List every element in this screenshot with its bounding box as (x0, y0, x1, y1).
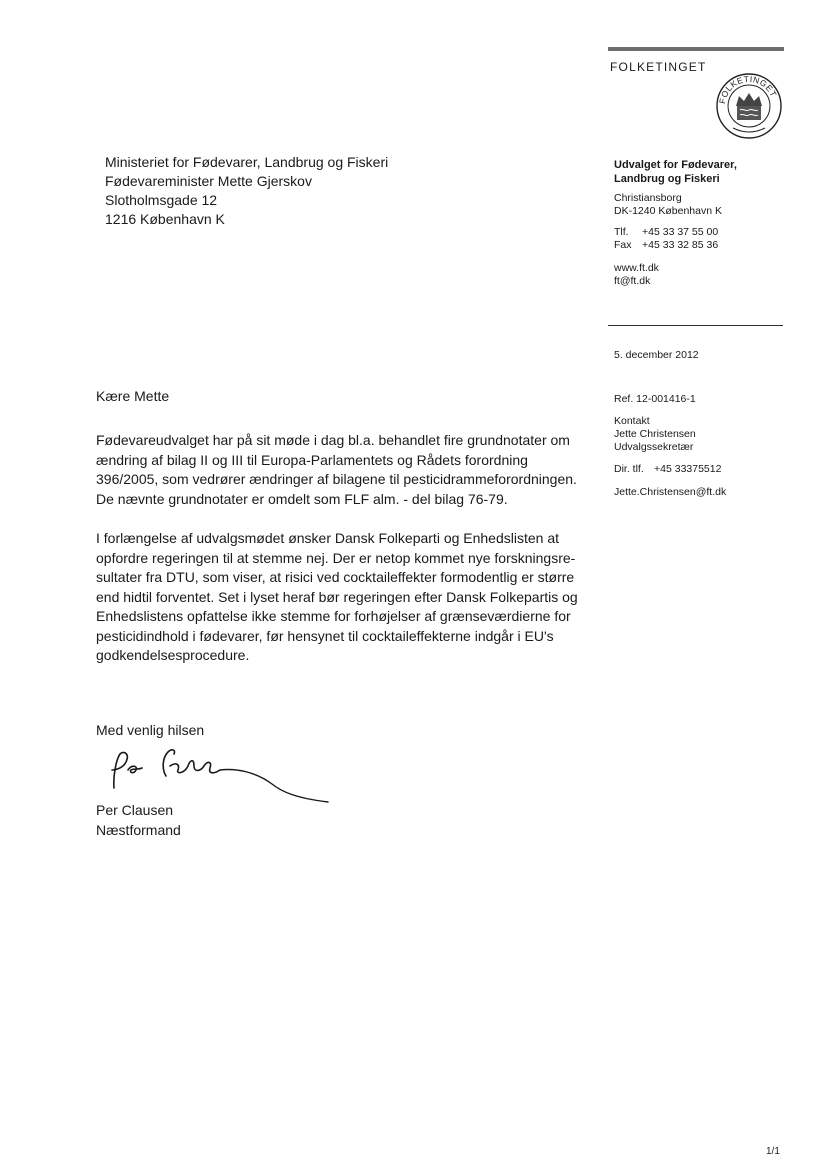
phone-number: +45 33 37 55 00 (642, 226, 719, 238)
committee-web-block (614, 262, 659, 288)
closing-phrase: Med venlig hilsen (96, 722, 205, 738)
signer-title: Næstformand (96, 822, 181, 838)
body-line: I forlængelse af udvalgsmødet ønsker Dansk Folkeparti og Enhedslisten at (96, 530, 560, 546)
committee-line: Udvalget for Fødevarer, (614, 159, 737, 171)
reference-number: Ref. 12-001416-1 (614, 393, 696, 405)
phone-label: Tlf. (614, 226, 629, 238)
body-paragraph-2 (96, 529, 586, 666)
contact-email: Jette.Christensen@ft.dk (614, 486, 727, 498)
body-line: pesticidindhold i fødevarer, før hensynet til cocktaileffekterne indgår i EU's (96, 627, 554, 644)
contact-block (614, 415, 696, 454)
body-line: De nævnte grundnotater er omdelt som FLF alm. - del bilag 76-79. (96, 490, 508, 507)
folketinget-seal-icon (715, 72, 783, 140)
contact-title: Udvalgssekretær (614, 441, 694, 453)
recipient-line: 1216 København K (105, 211, 225, 227)
committee-address (614, 192, 722, 218)
body-line: ændring af bilag II og III til Europa-Parlamentets og Rådets forordning (96, 451, 528, 468)
body-line: opfordre regeringen til at stemme nej. Der er netop kommet nye forskningsre- (96, 549, 576, 566)
body-line: 396/2005, som vedrører ændringer af bilagene til pesticidrammeforordningen. (96, 471, 577, 487)
recipient-address (105, 153, 388, 229)
signer-block (96, 800, 181, 840)
header-rule (608, 47, 784, 51)
institution-name: FOLKETINGET (610, 60, 707, 74)
direct-phone-label: Dir. tlf. (614, 463, 644, 475)
address-line: DK-1240 København K (614, 205, 722, 217)
direct-phone-row (614, 463, 721, 476)
salutation: Kære Mette (96, 388, 170, 404)
committee-name (614, 158, 737, 186)
body-line: godkendelsesprocedure. (96, 647, 250, 663)
address-line: Christiansborg (614, 192, 682, 204)
body-line: Enhedslistens opfattelse ikke stemme for forhøjelser af grænseværdierne for (96, 608, 571, 624)
phone-row (614, 226, 718, 239)
sidebar-divider (608, 325, 783, 326)
fax-label: Fax (614, 239, 632, 251)
email-link: ft@ft.dk (614, 275, 651, 287)
fax-number: +45 33 32 85 36 (642, 239, 719, 251)
committee-phone-block (614, 226, 718, 252)
page-number: 1/1 (766, 1146, 780, 1157)
recipient-line: Slotholmsgade 12 (105, 192, 218, 208)
direct-phone-number: +45 33375512 (654, 463, 722, 475)
contact-label: Kontakt (614, 415, 650, 427)
signer-name: Per Clausen (96, 802, 174, 818)
contact-name: Jette Christensen (614, 428, 696, 440)
svg-text:FOLKETINGET: FOLKETINGET (717, 73, 779, 105)
letter-date: 5. december 2012 (614, 349, 699, 361)
body-line: end hidtil forventet. Set i lyset heraf bør regeringen efter Dansk Folkepartis og (96, 588, 578, 605)
committee-line: Landbrug og Fiskeri (614, 173, 720, 185)
website-link: www.ft.dk (614, 262, 659, 274)
recipient-line: Ministeriet for Fødevarer, Landbrug og Fiskeri (105, 154, 389, 170)
body-line: Fødevareudvalget har på sit møde i dag bl.a. behandlet fire grundnotater om (96, 432, 570, 448)
body-paragraph-1 (96, 431, 586, 509)
body-line: sultater fra DTU, som viser, at risici ved cocktaileffekter formodentlig er større (96, 569, 575, 585)
recipient-line: Fødevareminister Mette Gjerskov (105, 173, 312, 189)
fax-row (614, 239, 718, 252)
